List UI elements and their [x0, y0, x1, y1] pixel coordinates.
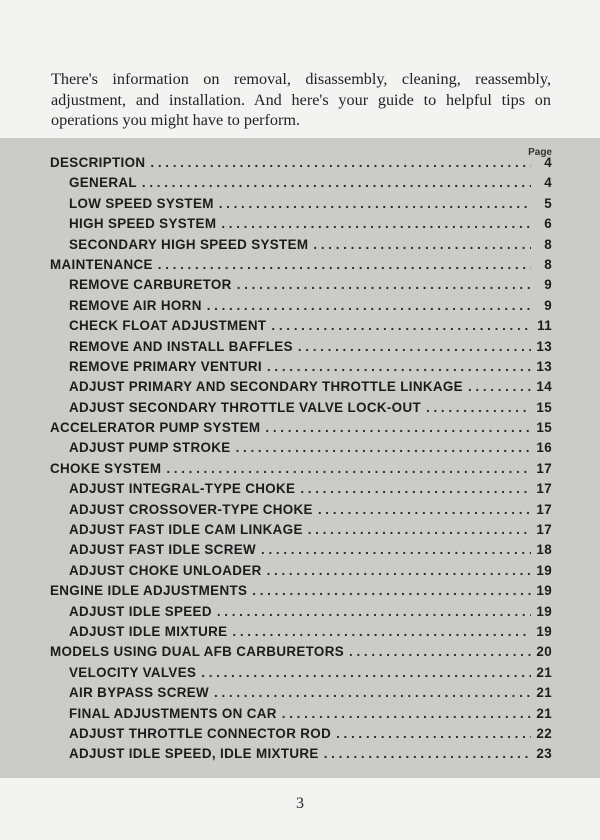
table-of-contents — [0, 138, 600, 778]
toc-entry-page-number: 17 — [536, 481, 552, 497]
toc-subentry — [50, 624, 552, 644]
toc-entry-title: ADJUST INTEGRAL-TYPE CHOKE — [69, 481, 296, 497]
dot-leader — [207, 298, 531, 313]
toc-subentry — [50, 339, 552, 359]
toc-section-entry — [50, 155, 552, 175]
toc-subentry — [50, 502, 552, 522]
dot-leader — [468, 379, 531, 394]
toc-entry-title: FINAL ADJUSTMENTS ON CAR — [69, 705, 277, 721]
toc-subentry — [50, 542, 552, 562]
toc-entry-page-number: 19 — [536, 583, 552, 599]
intro-paragraph: There's information on removal, disassembly, cleaning, reassembly, adjustment, and installation. And here's your guide to helpful tips on operations you might have to perform. — [51, 70, 551, 130]
toc-entry-title: ADJUST FAST IDLE CAM LINKAGE — [69, 522, 303, 538]
toc-entry-title: ADJUST PUMP STROKE — [69, 440, 231, 456]
dot-leader — [217, 604, 531, 619]
dot-leader — [150, 155, 531, 170]
dot-leader — [267, 563, 531, 578]
toc-section-entry — [50, 583, 552, 603]
dot-leader — [308, 522, 531, 537]
toc-entry-title: ADJUST IDLE MIXTURE — [69, 623, 228, 639]
toc-entry-title: ADJUST IDLE SPEED — [69, 603, 212, 619]
toc-entry-title: DESCRIPTION — [50, 155, 146, 170]
toc-entry-page-number: 23 — [536, 746, 552, 762]
toc-entry-page-number: 16 — [536, 440, 552, 456]
toc-entry-page-number: 17 — [536, 522, 552, 538]
toc-entry-page-number: 5 — [544, 195, 552, 211]
toc-entry-page-number: 20 — [536, 644, 552, 660]
toc-entry-page-number: 19 — [536, 603, 552, 619]
toc-entry-page-number: 4 — [544, 175, 552, 191]
toc-entry-title: ACCELERATOR PUMP SYSTEM — [50, 420, 261, 436]
toc-entry-page-number: 9 — [544, 277, 552, 293]
toc-entry-page-number: 22 — [536, 725, 552, 741]
toc-entry-title: MAINTENANCE — [50, 256, 153, 272]
toc-entry-page-number: 15 — [536, 399, 552, 415]
dot-leader — [232, 624, 531, 639]
toc-section-entry — [50, 420, 552, 440]
dot-leader — [267, 359, 531, 374]
dot-leader — [313, 237, 531, 252]
toc-entry-title: ADJUST PRIMARY AND SECONDARY THROTTLE LINKAGE — [69, 379, 463, 395]
toc-entry-page-number: 19 — [536, 562, 552, 578]
toc-entry-title: REMOVE AIR HORN — [69, 297, 202, 313]
toc-entry-page-number: 13 — [536, 358, 552, 374]
toc-entry-title: ADJUST CHOKE UNLOADER — [69, 562, 262, 578]
toc-entry-page-number: 15 — [536, 420, 552, 436]
toc-entry-title: ADJUST FAST IDLE SCREW — [69, 542, 256, 558]
toc-subentry — [50, 298, 552, 318]
toc-entry-title: CHECK FLOAT ADJUSTMENT — [69, 318, 267, 334]
toc-subentry — [50, 746, 552, 766]
toc-entry-title: AIR BYPASS SCREW — [69, 685, 210, 701]
toc-entry-title: ADJUST IDLE SPEED, IDLE MIXTURE — [69, 746, 319, 762]
dot-leader — [221, 216, 531, 231]
toc-subentry — [50, 318, 552, 338]
toc-entry-title: HIGH SPEED SYSTEM — [69, 216, 217, 232]
toc-subentry — [50, 196, 552, 216]
toc-entry-page-number: 11 — [537, 318, 552, 334]
dot-leader — [271, 318, 531, 333]
toc-entry-title: ADJUST SECONDARY THROTTLE VALVE LOCK-OUT — [69, 399, 421, 415]
dot-leader — [426, 400, 531, 415]
toc-entry-title: REMOVE CARBURETOR — [69, 277, 232, 293]
dot-leader — [261, 542, 531, 557]
toc-subentry — [50, 604, 552, 624]
toc-entry-title: ADJUST CROSSOVER-TYPE CHOKE — [69, 501, 313, 517]
dot-leader — [336, 726, 531, 741]
toc-entry-title: CHOKE SYSTEM — [50, 460, 162, 476]
toc-subentry — [50, 277, 552, 297]
dot-leader — [142, 175, 531, 190]
toc-subentry — [50, 400, 552, 420]
dot-leader — [201, 665, 531, 680]
dot-leader — [282, 706, 531, 721]
dot-leader — [349, 644, 531, 659]
dot-leader — [324, 746, 531, 761]
toc-entry-page-number: 17 — [536, 501, 552, 517]
dot-leader — [214, 685, 531, 700]
toc-subentry — [50, 359, 552, 379]
dot-leader — [252, 583, 531, 598]
toc-subentry — [50, 481, 552, 501]
toc-entry-title: ADJUST THROTTLE CONNECTOR ROD — [69, 725, 332, 741]
dot-leader — [265, 420, 531, 435]
toc-subentry — [50, 563, 552, 583]
toc-entry-page-number: 21 — [536, 664, 552, 680]
toc-entry-title: SECONDARY HIGH SPEED SYSTEM — [69, 236, 309, 252]
toc-entry-page-number: 6 — [544, 216, 552, 232]
toc-subentry — [50, 665, 552, 685]
toc-subentry — [50, 522, 552, 542]
toc-entry-page-number: 17 — [536, 460, 552, 476]
toc-subentry — [50, 237, 552, 257]
toc-subentry — [50, 726, 552, 746]
toc-subentry — [50, 440, 552, 460]
dot-leader — [298, 339, 531, 354]
toc-entry-title: VELOCITY VALVES — [69, 664, 197, 680]
page-column-label: Page — [528, 147, 552, 158]
toc-list — [50, 155, 552, 767]
dot-leader — [158, 257, 531, 272]
dot-leader — [219, 196, 531, 211]
toc-entry-title: GENERAL — [69, 175, 137, 191]
dot-leader — [236, 440, 531, 455]
toc-section-entry — [50, 257, 552, 277]
toc-entry-page-number: 8 — [544, 256, 552, 272]
page-number: 3 — [296, 795, 304, 812]
toc-entry-title: LOW SPEED SYSTEM — [69, 195, 214, 211]
dot-leader — [300, 481, 531, 496]
toc-entry-page-number: 13 — [536, 338, 552, 354]
dot-leader — [318, 502, 531, 517]
toc-entry-title: REMOVE AND INSTALL BAFFLES — [69, 338, 293, 354]
toc-entry-page-number: 4 — [544, 155, 552, 170]
toc-entry-page-number: 9 — [544, 297, 552, 313]
toc-entry-title: MODELS USING DUAL AFB CARBURETORS — [50, 644, 345, 660]
toc-entry-page-number: 18 — [536, 542, 552, 558]
dot-leader — [237, 277, 531, 292]
toc-subentry — [50, 685, 552, 705]
toc-entry-page-number: 21 — [536, 685, 552, 701]
toc-entry-page-number: 19 — [536, 623, 552, 639]
toc-entry-title: REMOVE PRIMARY VENTURI — [69, 358, 262, 374]
toc-entry-title: ENGINE IDLE ADJUSTMENTS — [50, 583, 248, 599]
dot-leader — [166, 461, 531, 476]
toc-section-entry — [50, 644, 552, 664]
toc-entry-page-number: 21 — [536, 705, 552, 721]
toc-entry-page-number: 8 — [544, 236, 552, 252]
toc-entry-page-number: 14 — [536, 379, 552, 395]
toc-section-entry — [50, 461, 552, 481]
toc-subentry — [50, 379, 552, 399]
toc-subentry — [50, 706, 552, 726]
toc-subentry — [50, 175, 552, 195]
toc-subentry — [50, 216, 552, 236]
